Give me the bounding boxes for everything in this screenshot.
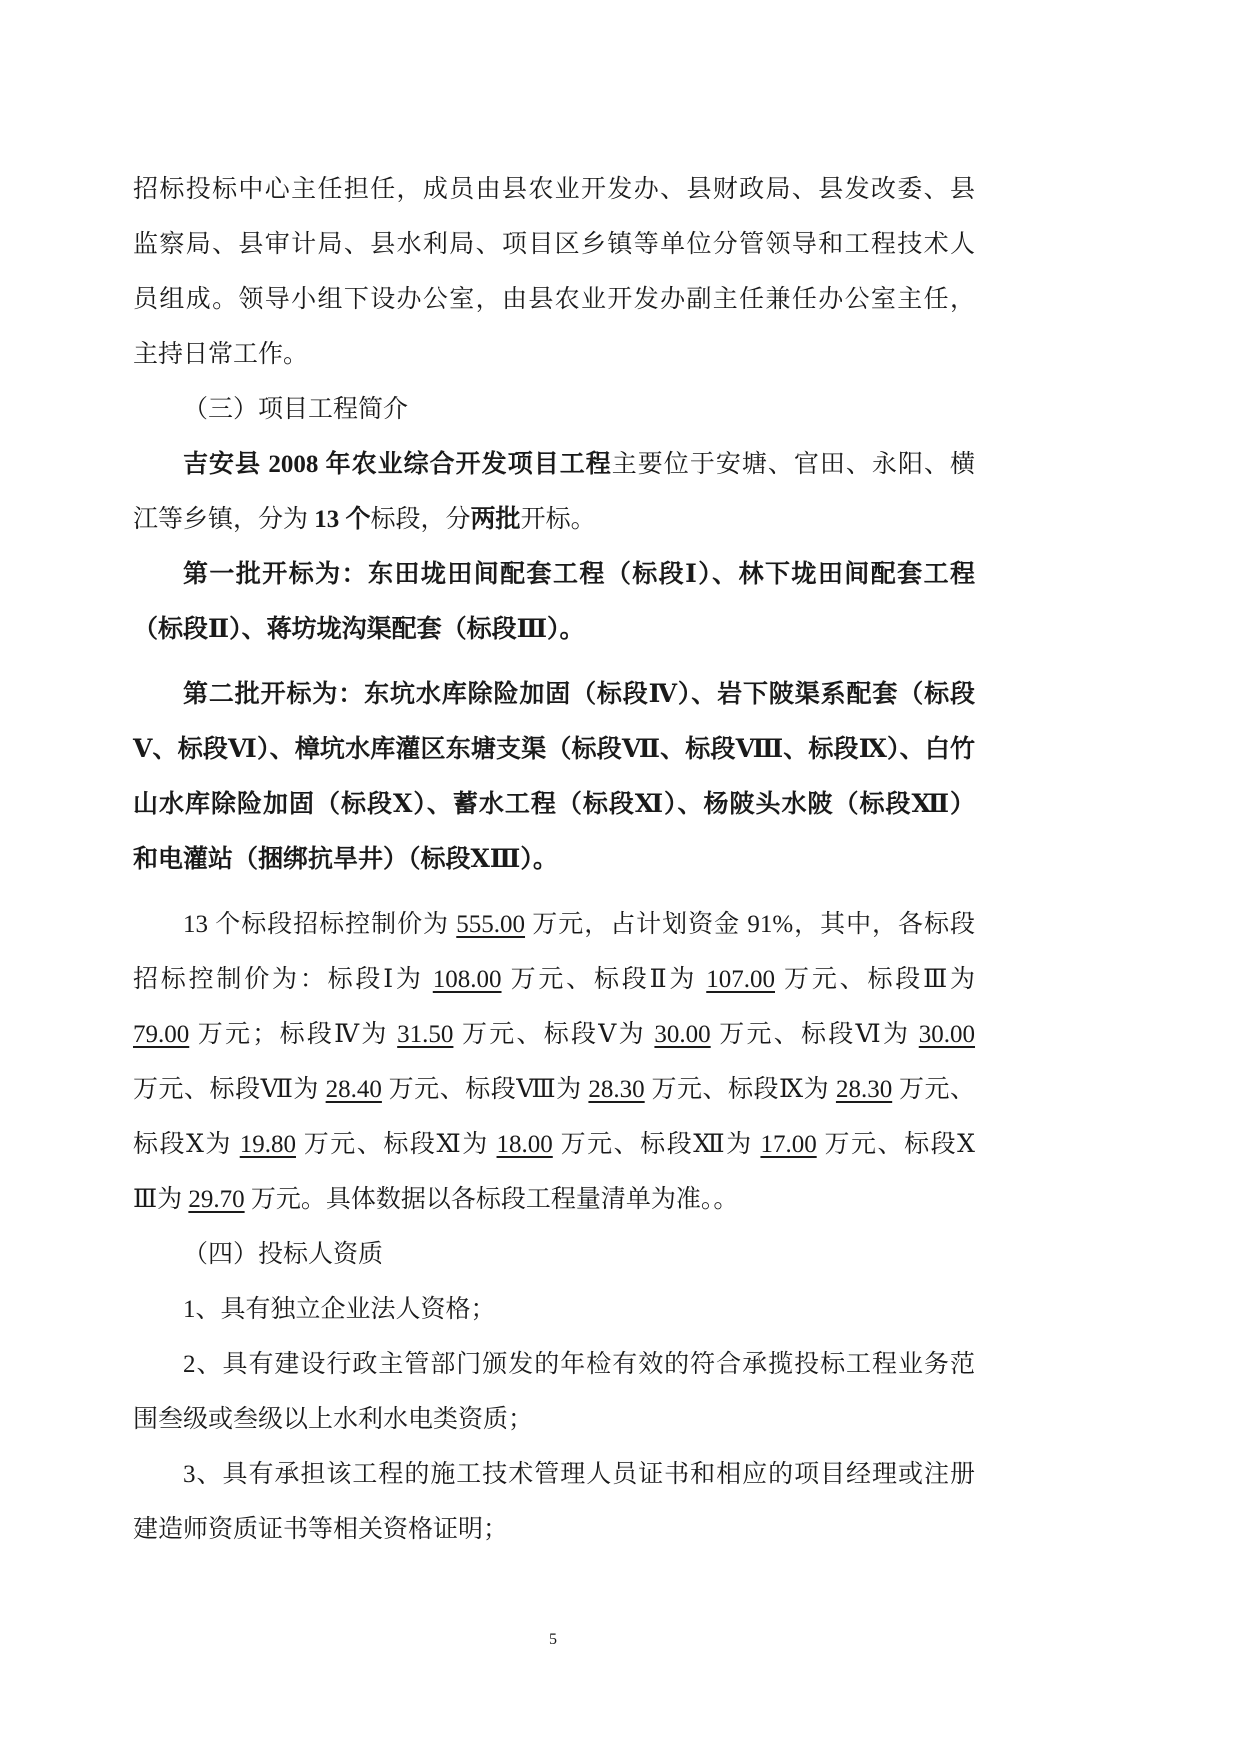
text-line xyxy=(133,1007,975,1062)
amount-value: 29.70 xyxy=(188,1186,245,1213)
amount-value: 28.40 xyxy=(325,1076,382,1103)
text-run: 万元、标段Ⅺ为 xyxy=(295,1131,497,1158)
amount-value: 31.50 xyxy=(397,1021,454,1048)
text-line xyxy=(133,722,975,777)
paragraph xyxy=(133,667,975,887)
section-heading: （四）投标人资质 xyxy=(183,1241,384,1268)
carryover-paragraph xyxy=(133,162,975,382)
amount-value: 18.00 xyxy=(496,1131,553,1158)
text-run: 江等乡镇，分为 xyxy=(133,506,315,533)
text-run: 万元；标段Ⅳ为 xyxy=(189,1021,398,1048)
text-run: 建造师资质证书等相关资格证明； xyxy=(133,1516,509,1543)
text-run: 1、具有独立企业法人资格； xyxy=(183,1296,496,1323)
section-heading: （三）项目工程简介 xyxy=(183,396,409,423)
text-run: 万元、标段Ⅵ为 xyxy=(710,1021,919,1048)
text-run: 2、具有建设行政主管部门颁发的年检有效的符合承揽投标工程业务范 xyxy=(183,1351,975,1378)
text-line xyxy=(133,272,975,327)
text-block xyxy=(133,162,975,1557)
text-line xyxy=(133,1117,975,1172)
text-run: 招标控制价为：标段Ⅰ为 xyxy=(133,966,433,993)
paragraph xyxy=(133,897,975,1227)
text-line xyxy=(133,832,975,887)
text-line xyxy=(133,437,975,492)
text-run: 吉安县 2008 年农业综合开发项目工程 xyxy=(183,451,612,478)
paragraph xyxy=(133,547,975,657)
text-run: 3、具有承担该工程的施工技术管理人员证书和相应的项目经理或注册 xyxy=(183,1461,975,1488)
amount-value: 17.00 xyxy=(760,1131,817,1158)
amount-value: 107.00 xyxy=(706,966,775,993)
section xyxy=(133,1227,975,1557)
text-run: 员组成。领导小组下设办公室，由县农业开发办副主任兼任办公室主任， xyxy=(133,286,975,313)
text-run: 万元、标段Ⅻ为 xyxy=(552,1131,761,1158)
paragraph xyxy=(133,1447,975,1557)
text-line xyxy=(133,547,975,602)
text-line xyxy=(133,952,975,1007)
text-run: Ⅲ为 xyxy=(133,1186,189,1213)
text-line xyxy=(133,1392,975,1447)
text-run: 万元、标段Ⅹ xyxy=(816,1131,975,1158)
text-run: 主持日常工作。 xyxy=(133,341,309,368)
text-run: 万元，占计划资金 91%，其中，各标段 xyxy=(525,911,975,938)
text-line xyxy=(133,1502,975,1557)
text-line xyxy=(133,1282,975,1337)
text-line xyxy=(133,897,975,952)
text-run: 主要位于安塘、官田、永阳、横 xyxy=(611,451,975,478)
text-run: 万元、标段Ⅶ为 xyxy=(133,1076,326,1103)
text-run: 万元、标段Ⅱ为 xyxy=(501,966,707,993)
text-run: 第一批开标为：东田垅田间配套工程（标段Ⅰ）、林下垅田间配套工程 xyxy=(183,561,975,588)
text-run: 围叁级或叁级以上水利水电类资质； xyxy=(133,1406,534,1433)
text-run: 标段，分 xyxy=(370,506,471,533)
text-run: 和电灌站（捆绑抗旱井）（标段ⅩⅢ）。 xyxy=(133,846,558,873)
text-line xyxy=(133,327,975,382)
amount-value: 108.00 xyxy=(432,966,502,993)
text-line xyxy=(133,667,975,722)
text-run: 万元、 xyxy=(892,1076,975,1103)
text-run: 万元、标段Ⅸ为 xyxy=(644,1076,836,1103)
section xyxy=(133,382,975,1227)
amount-value: 555.00 xyxy=(456,911,526,938)
paragraph xyxy=(133,1337,975,1447)
text-line xyxy=(133,492,975,547)
paragraph xyxy=(133,437,975,547)
text-run: 标段Ⅹ为 xyxy=(133,1131,240,1158)
amount-value: 30.00 xyxy=(918,1021,976,1048)
text-line xyxy=(133,217,975,272)
amount-value: 28.30 xyxy=(588,1076,645,1103)
text-run: 第二批开标为：东坑水库除险加固（标段Ⅳ）、岩下陂渠系配套（标段 xyxy=(183,681,975,708)
page-number: 5 xyxy=(549,1631,557,1648)
text-run: 万元、标段Ⅷ为 xyxy=(381,1076,589,1103)
text-line xyxy=(133,1337,975,1392)
text-run: 两批 xyxy=(470,506,521,533)
paragraph xyxy=(133,1282,975,1337)
text-run: 万元、标段Ⅲ为 xyxy=(775,966,975,993)
text-run: 山水库除险加固（标段Ⅹ）、蓄水工程（标段Ⅺ）、杨陂头水陂（标段Ⅻ） xyxy=(133,791,975,818)
amount-value: 19.80 xyxy=(239,1131,296,1158)
text-run: 监察局、县审计局、县水利局、项目区乡镇等单位分管领导和工程技术人 xyxy=(133,231,975,258)
text-line xyxy=(133,1172,975,1227)
amount-value: 28.30 xyxy=(835,1076,893,1103)
text-run: 万元。具体数据以各标段工程量清单为准。。 xyxy=(244,1186,739,1213)
text-run: 万元、标段Ⅴ为 xyxy=(453,1021,655,1048)
text-line xyxy=(133,1447,975,1502)
text-line xyxy=(133,602,975,657)
text-run: 招标投标中心主任担任，成员由县农业开发办、县财政局、县发改委、县 xyxy=(133,176,975,203)
text-run: 13 个 xyxy=(314,506,371,533)
text-run: 13 个标段招标控制价为 xyxy=(183,911,457,938)
text-run: 开标。 xyxy=(520,506,596,533)
amount-value: 79.00 xyxy=(133,1021,190,1048)
amount-value: 30.00 xyxy=(654,1021,711,1048)
text-run: （标段Ⅱ）、蒋坊垅沟渠配套（标段Ⅲ）。 xyxy=(133,616,585,643)
text-line xyxy=(133,162,975,217)
text-line xyxy=(133,777,975,832)
text-run: Ⅴ、标段Ⅵ）、樟坑水库灌区东塘支渠（标段Ⅶ、标段Ⅷ、标段Ⅸ）、白竹 xyxy=(133,736,975,763)
text-line xyxy=(133,1062,975,1117)
